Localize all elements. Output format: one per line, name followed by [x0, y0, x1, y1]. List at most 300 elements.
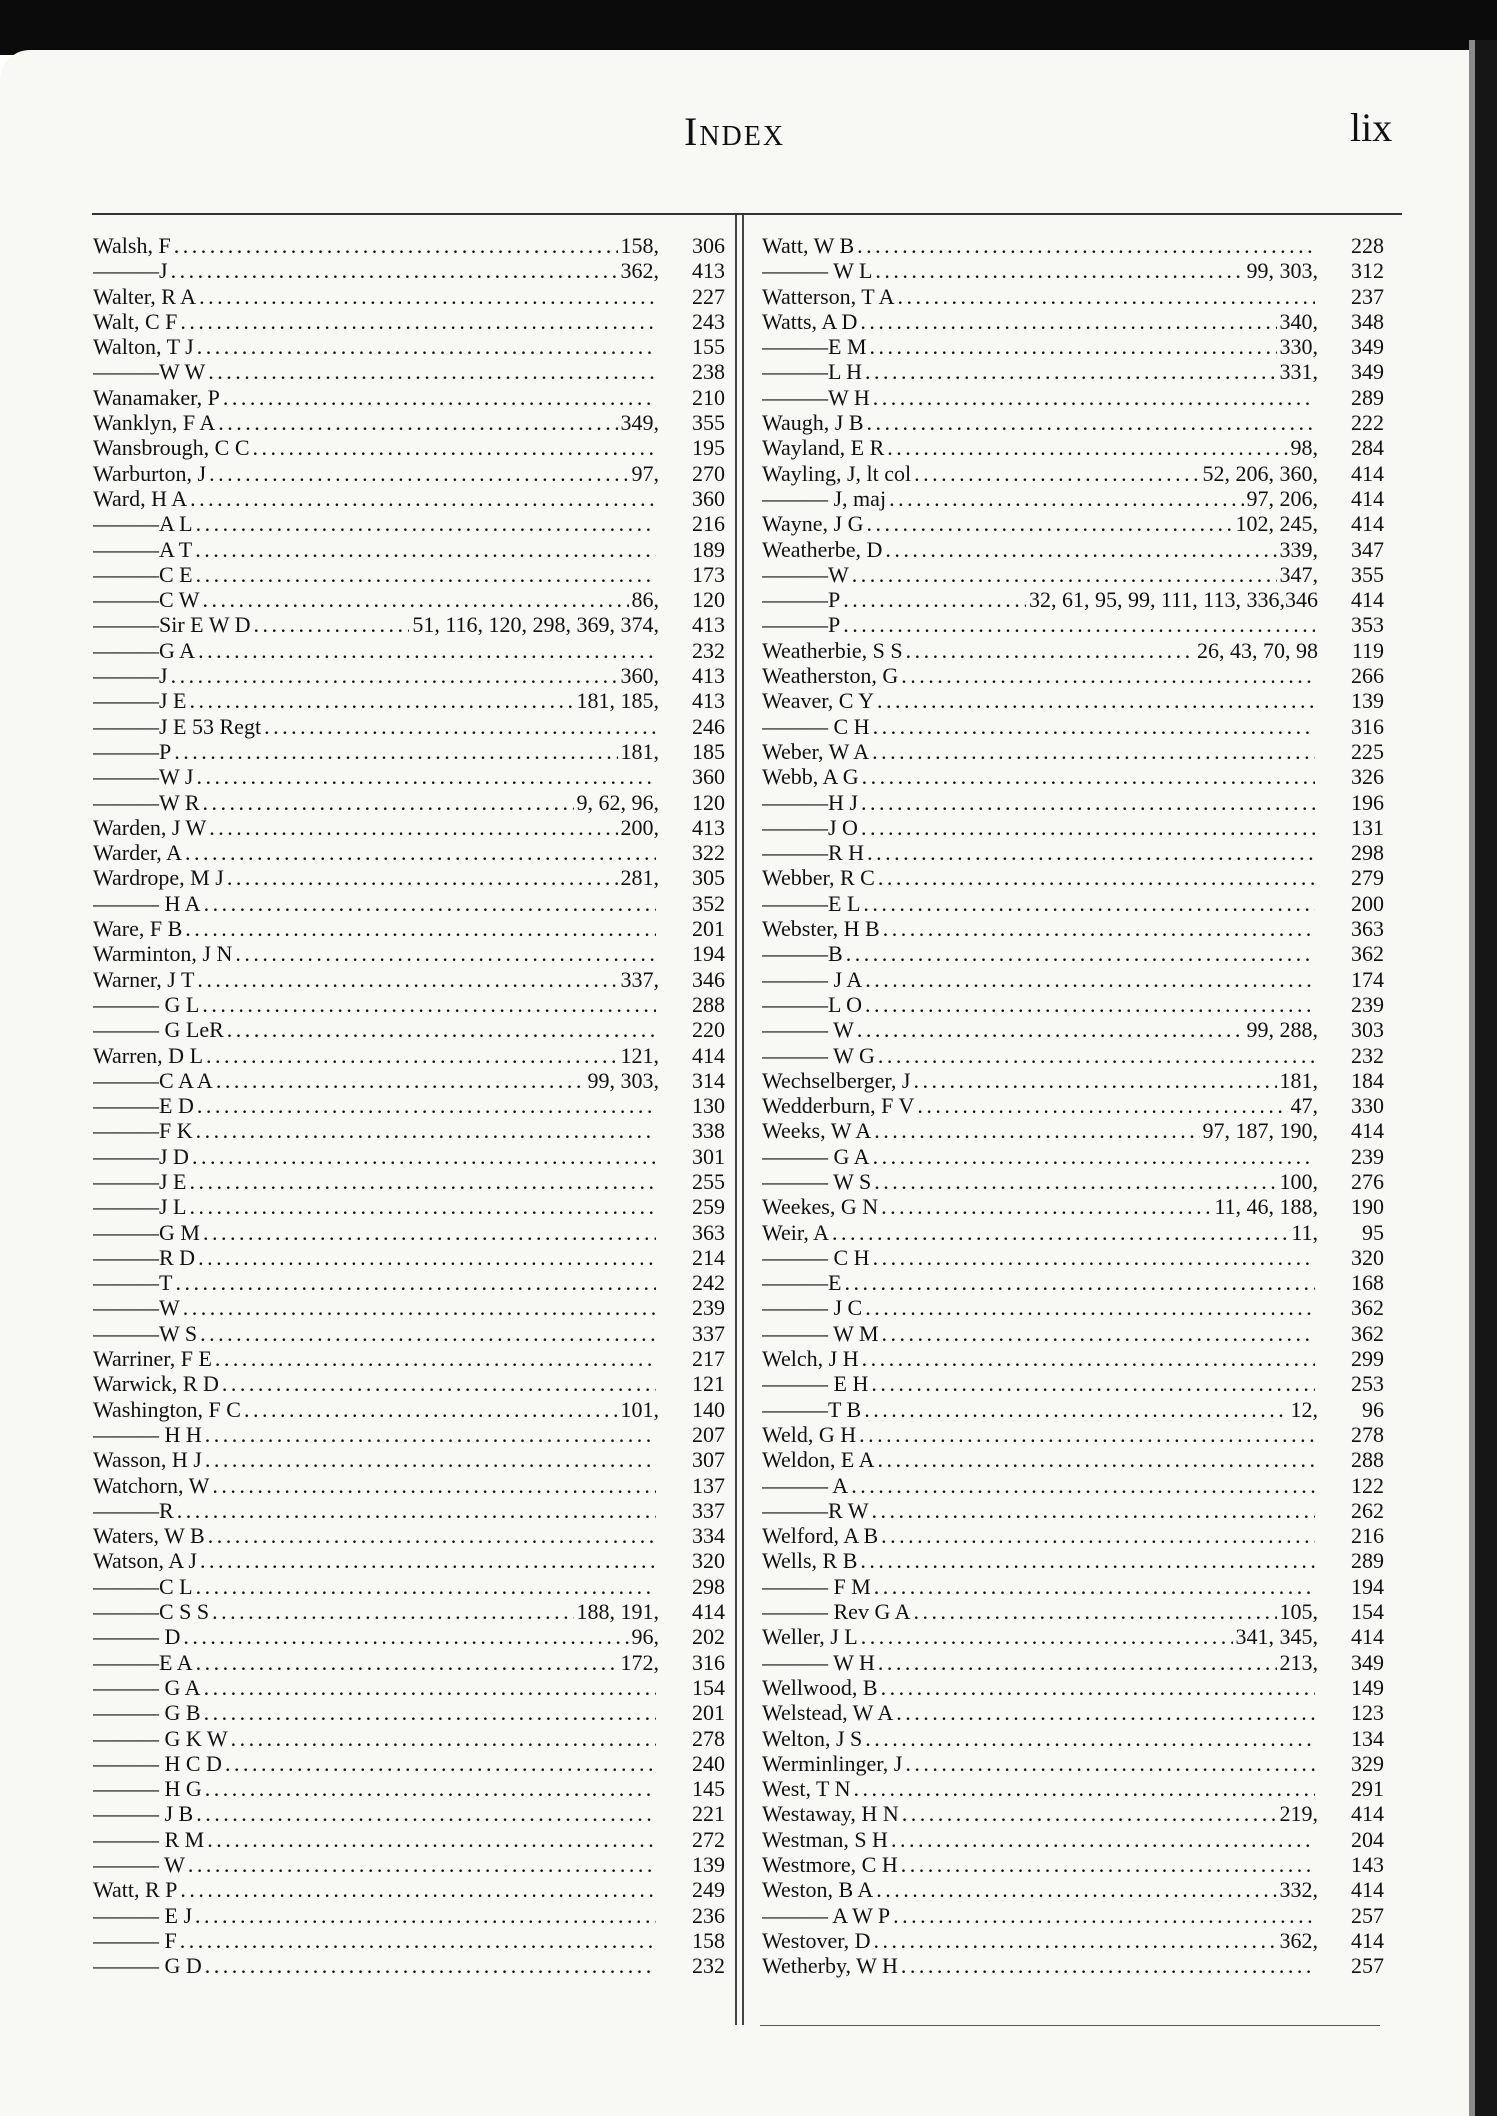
entry-name: ———R D [93, 1244, 196, 1270]
index-entry [762, 410, 1384, 435]
index-entry [762, 587, 1384, 612]
leader-dots [881, 1523, 1315, 1548]
entry-other-pages: 362, [620, 258, 659, 284]
entry-page: 222 [1351, 410, 1384, 436]
leader-dots [203, 1220, 656, 1245]
entry-page: 414 [1351, 1877, 1384, 1903]
leader-dots [174, 233, 618, 258]
index-entry [762, 891, 1384, 916]
index-entry [93, 1220, 725, 1245]
entry-name: ———E M [762, 334, 867, 360]
leader-dots [863, 891, 1315, 916]
leader-dots [208, 1523, 656, 1548]
index-entry [93, 764, 725, 789]
entry-page: 414 [692, 1042, 725, 1068]
entry-page: 355 [692, 410, 725, 436]
leader-dots [861, 815, 1315, 840]
leader-dots [883, 916, 1315, 941]
leader-dots [865, 967, 1315, 992]
leader-dots [857, 233, 1315, 258]
index-entry [762, 790, 1384, 815]
entry-page: 291 [1351, 1776, 1384, 1802]
entry-name: Weekes, G N [762, 1194, 879, 1220]
index-entry [762, 1624, 1384, 1649]
entry-name: Wellwood, B [762, 1674, 878, 1700]
entry-page: 154 [692, 1674, 725, 1700]
index-entry [762, 1852, 1384, 1877]
entry-name: Waugh, J B [762, 410, 864, 436]
entry-name: ——— W [762, 1017, 854, 1043]
index-entry [93, 258, 725, 283]
index-entry [762, 1498, 1384, 1523]
entry-name: Warren, D L [93, 1042, 204, 1068]
entry-name: ———P [762, 587, 841, 613]
entry-name: ———G M [93, 1219, 200, 1245]
entry-page: 337 [692, 1497, 725, 1523]
leader-dots [874, 1118, 1199, 1143]
index-entry [93, 739, 725, 764]
entry-page: 257 [1351, 1902, 1384, 1928]
entry-name: ——— H G [93, 1776, 202, 1802]
entry-name: ——— J A [762, 966, 863, 992]
entry-other-pages: 219, [1279, 1801, 1318, 1827]
entry-name: ———W H [762, 384, 870, 410]
entry-page: 200 [1351, 890, 1384, 916]
leader-dots [865, 359, 1276, 384]
entry-page: 217 [692, 1346, 725, 1372]
entry-page: 131 [1351, 814, 1384, 840]
index-entry [93, 1144, 725, 1169]
entry-name: ———E L [762, 890, 861, 916]
leader-dots [860, 1548, 1315, 1573]
index-entry [762, 1548, 1384, 1573]
entry-name: ——— R M [93, 1826, 205, 1852]
entry-name: ——— W [93, 1852, 185, 1877]
index-entry [93, 1928, 725, 1953]
entry-page: 253 [1351, 1371, 1384, 1397]
entry-page: 158 [692, 1927, 725, 1953]
entry-name: ———J [93, 663, 168, 689]
entry-name: Wedderburn, F V [762, 1093, 915, 1119]
entry-other-pages: 100, [1279, 1168, 1318, 1194]
entry-page: 307 [692, 1447, 725, 1473]
entry-name: ———J L [93, 1194, 187, 1220]
entry-page: 119 [1351, 637, 1384, 663]
entry-name: ———J E [93, 688, 187, 714]
index-entry [762, 309, 1384, 334]
footer-rule [760, 2025, 1380, 2026]
index-entry [762, 1877, 1384, 1902]
entry-page: 338 [692, 1118, 725, 1144]
entry-name: ———J D [93, 1143, 189, 1169]
entry-page: 232 [692, 1953, 725, 1979]
index-entry [762, 840, 1384, 865]
column-divider-right [742, 215, 744, 2025]
entry-page: 337 [692, 1320, 725, 1346]
index-entry [762, 1093, 1384, 1118]
entry-name: Weld, G H [762, 1421, 857, 1447]
entry-name: ———W W [93, 359, 206, 385]
entry-page: 413 [692, 612, 725, 638]
entry-page: 122 [1351, 1472, 1384, 1498]
leader-dots [861, 1624, 1233, 1649]
index-entry [762, 638, 1384, 663]
index-entry [93, 1043, 725, 1068]
leader-dots [882, 1321, 1315, 1346]
index-entry [762, 916, 1384, 941]
entry-other-pages: 281, [620, 865, 659, 891]
entry-page: 320 [692, 1548, 725, 1574]
leader-dots [215, 1346, 656, 1371]
leader-dots [867, 840, 1315, 865]
entry-page: 362 [1351, 1295, 1384, 1321]
entry-page: 349 [1351, 334, 1384, 360]
leader-dots [896, 1700, 1315, 1725]
index-entry [93, 385, 725, 410]
entry-page: 194 [692, 941, 725, 967]
index-entry [93, 1776, 725, 1801]
entry-name: ———R W [762, 1497, 869, 1523]
leader-dots [180, 1928, 656, 1953]
entry-name: Walsh, F [93, 233, 171, 258]
index-entry [762, 511, 1384, 536]
index-entry [93, 1270, 725, 1295]
entry-page: 316 [1351, 713, 1384, 739]
index-entry [762, 1245, 1384, 1270]
entry-page: 355 [1351, 561, 1384, 587]
entry-other-pages: 340, [1279, 308, 1318, 334]
index-entry [762, 1118, 1384, 1143]
leader-dots [216, 1068, 585, 1093]
entry-other-pages: 96, [631, 1624, 659, 1650]
index-entry [93, 359, 725, 384]
entry-name: Watson, A J [93, 1548, 197, 1574]
index-entry [762, 1928, 1384, 1953]
entry-page: 413 [692, 663, 725, 689]
entry-other-pages: 213, [1279, 1649, 1318, 1675]
entry-page: 330 [1351, 1093, 1384, 1119]
index-entry [93, 1422, 725, 1447]
entry-name: ——— G A [762, 1143, 870, 1169]
entry-name: ——— Rev G A [762, 1599, 911, 1625]
leader-dots [861, 790, 1315, 815]
entry-name: ——— G B [93, 1700, 201, 1726]
index-entry [762, 562, 1384, 587]
entry-name: ——— D [93, 1624, 181, 1650]
index-column-right [762, 233, 1384, 1978]
leader-dots [253, 435, 656, 460]
entry-name: ——— H C D [93, 1750, 222, 1776]
index-entry [762, 1169, 1384, 1194]
entry-name: ———E [762, 1270, 842, 1296]
leader-dots [205, 1447, 656, 1472]
leader-dots [876, 1877, 1276, 1902]
index-entry [93, 461, 725, 486]
entry-other-pages: 332, [1279, 1877, 1318, 1903]
leader-dots [870, 334, 1277, 359]
entry-page: 346 [692, 966, 725, 992]
index-entry [93, 1574, 725, 1599]
index-entry [762, 1321, 1384, 1346]
leader-dots [862, 1346, 1315, 1371]
index-entry [762, 284, 1384, 309]
entry-name: Watts, A D [762, 308, 858, 334]
index-column-left [93, 233, 725, 1978]
index-entry [93, 638, 725, 663]
entry-name: ———W [93, 1295, 180, 1321]
index-entry [762, 461, 1384, 486]
leader-dots [196, 1574, 656, 1599]
entry-page: 288 [692, 991, 725, 1017]
leader-dots [843, 612, 1315, 637]
index-entry [762, 815, 1384, 840]
index-entry [93, 1447, 725, 1472]
entry-other-pages: 26, 43, 70, 98 [1197, 637, 1318, 663]
leader-dots [207, 1827, 656, 1852]
entry-page: 225 [1351, 738, 1384, 764]
leader-dots [202, 992, 656, 1017]
entry-other-pages: 330, [1279, 334, 1318, 360]
entry-name: ———L O [762, 991, 863, 1017]
entry-name: ——— J B [93, 1801, 194, 1827]
leader-dots [864, 1397, 1287, 1422]
leader-dots [195, 537, 656, 562]
index-entry [93, 1017, 725, 1042]
index-entry [93, 1852, 725, 1877]
leader-dots [873, 1245, 1315, 1270]
entry-page: 299 [1351, 1346, 1384, 1372]
entry-name: ———B [762, 941, 843, 967]
leader-dots [196, 1118, 656, 1143]
entry-page: 414 [1351, 1927, 1384, 1953]
entry-page: 320 [1351, 1244, 1384, 1270]
index-entry [762, 537, 1384, 562]
entry-page: 363 [692, 1219, 725, 1245]
leader-dots [188, 1852, 656, 1877]
leader-dots [852, 562, 1277, 587]
index-entry [93, 1700, 725, 1725]
entry-page: 201 [692, 916, 725, 942]
leader-dots [185, 840, 656, 865]
leader-dots [190, 486, 656, 511]
leader-dots [913, 1068, 1276, 1093]
entry-name: Watterson, T A [762, 283, 895, 309]
entry-page: 134 [1351, 1725, 1384, 1751]
entry-other-pages: 339, [1279, 536, 1318, 562]
entry-page: 227 [692, 283, 725, 309]
index-entry [93, 967, 725, 992]
entry-name: ——— H A [93, 890, 201, 916]
entry-page: 349 [1351, 359, 1384, 385]
index-entry [93, 1118, 725, 1143]
entry-name: ———J E [93, 1168, 187, 1194]
leader-dots [171, 663, 618, 688]
leader-dots [171, 258, 618, 283]
entry-other-pages: 362, [1279, 1927, 1318, 1953]
entry-page: 140 [692, 1396, 725, 1422]
entry-page: 362 [1351, 941, 1384, 967]
index-entry [93, 1473, 725, 1498]
leader-dots [208, 359, 656, 384]
entry-name: ———H J [762, 789, 858, 815]
index-entry [762, 967, 1384, 992]
leader-dots [204, 891, 656, 916]
entry-name: Weber, W A [762, 738, 870, 764]
entry-name: Weeks, W A [762, 1118, 872, 1144]
index-entry [762, 764, 1384, 789]
entry-page: 216 [692, 511, 725, 537]
index-entry [762, 1397, 1384, 1422]
entry-page: 360 [692, 485, 725, 511]
entry-other-pages: 101, [620, 1396, 659, 1422]
leader-dots [205, 1422, 656, 1447]
entry-name: Welton, J S [762, 1725, 863, 1751]
leader-dots [209, 815, 617, 840]
column-divider-left [735, 215, 737, 2025]
index-entry [762, 1371, 1384, 1396]
index-entry [762, 1194, 1384, 1219]
entry-name: ——— E J [93, 1902, 192, 1928]
leader-dots [873, 1144, 1315, 1169]
leader-dots [196, 562, 656, 587]
leader-dots [873, 714, 1315, 739]
entry-page: 270 [692, 460, 725, 486]
index-entry [762, 359, 1384, 384]
index-entry [93, 891, 725, 916]
entry-page: 360 [692, 764, 725, 790]
entry-name: ——— W M [762, 1320, 879, 1346]
entry-page: 278 [692, 1725, 725, 1751]
entry-other-pages: 97, 206, [1246, 485, 1318, 511]
entry-page: 334 [692, 1523, 725, 1549]
entry-page: 272 [692, 1826, 725, 1852]
index-entry [762, 992, 1384, 1017]
entry-page: 139 [692, 1852, 725, 1877]
entry-name: ———C S S [93, 1599, 210, 1625]
index-entry [762, 486, 1384, 511]
leader-dots [196, 1801, 656, 1826]
index-entry [93, 1624, 725, 1649]
entry-name: Warden, J W [93, 814, 207, 840]
index-entry [762, 1574, 1384, 1599]
entry-page: 414 [1351, 1118, 1384, 1144]
index-entry [93, 1371, 725, 1396]
entry-other-pages: 99, 288, [1246, 1017, 1318, 1043]
entry-page: 236 [692, 1902, 725, 1928]
entry-page: 121 [692, 1371, 725, 1397]
leader-dots [859, 1422, 1315, 1447]
leader-dots [244, 1397, 618, 1422]
index-entry [93, 1523, 725, 1548]
entry-name: Warminton, J N [93, 941, 233, 967]
entry-page: 301 [692, 1143, 725, 1169]
entry-name: ———W R [93, 789, 200, 815]
leader-dots [180, 1877, 656, 1902]
entry-other-pages: 172, [620, 1649, 659, 1675]
entry-name: ———C L [93, 1573, 193, 1599]
entry-name: ———L H [762, 359, 863, 385]
index-entry [762, 1903, 1384, 1928]
entry-name: Weatherbie, S S [762, 637, 903, 663]
entry-page: 185 [692, 738, 725, 764]
entry-name: ———A L [93, 511, 193, 537]
index-entry [93, 410, 725, 435]
leader-dots [203, 790, 574, 815]
leader-dots [874, 1928, 1277, 1953]
entry-name: ———J O [762, 814, 858, 840]
entry-page: 288 [1351, 1447, 1384, 1473]
index-entry [93, 1498, 725, 1523]
index-entry [762, 1017, 1384, 1042]
leader-dots [860, 309, 1276, 334]
index-entry [762, 714, 1384, 739]
index-entry [762, 688, 1384, 713]
leader-dots [227, 1017, 656, 1042]
entry-other-pages: 32, 61, 95, 99, 111, 113, 336,346 [1028, 587, 1318, 613]
leader-dots [199, 284, 656, 309]
leader-dots [231, 1726, 656, 1751]
leader-dots [878, 1447, 1316, 1472]
index-entry [93, 1751, 725, 1776]
leader-dots [192, 1144, 656, 1169]
entry-page: 221 [692, 1801, 725, 1827]
entry-name: Weaver, C Y [762, 688, 874, 714]
entry-name: Weatherston, G [762, 663, 899, 689]
leader-dots [853, 1776, 1315, 1801]
leader-dots [218, 410, 617, 435]
entry-other-pages: 99, 303, [587, 1067, 659, 1093]
entry-name: Warriner, F E [93, 1346, 212, 1372]
entry-name: ——— A [762, 1472, 849, 1498]
leader-dots [878, 1650, 1277, 1675]
leader-dots [874, 1169, 1276, 1194]
entry-name: ———E A [93, 1649, 193, 1675]
index-entry [93, 284, 725, 309]
entry-name: Webster, H B [762, 916, 880, 942]
index-entry [762, 663, 1384, 688]
entry-name: Walton, T J [93, 334, 194, 360]
entry-name: ———E D [93, 1093, 194, 1119]
index-entry [93, 1599, 725, 1624]
index-entry [93, 562, 725, 587]
leader-dots [175, 1270, 656, 1295]
entry-name: ———P [762, 612, 841, 638]
entry-page: 216 [1351, 1523, 1384, 1549]
entry-other-pages: 11, [1291, 1219, 1318, 1245]
entry-name: ———J [93, 258, 168, 284]
entry-page: 414 [1351, 511, 1384, 537]
leader-dots [227, 865, 618, 890]
entry-name: Watchorn, W [93, 1472, 210, 1498]
leader-dots [901, 663, 1315, 688]
leader-dots [206, 1043, 617, 1068]
entry-page: 232 [692, 637, 725, 663]
leader-dots [183, 1624, 628, 1649]
entry-page: 414 [1351, 1801, 1384, 1827]
entry-name: Wardrope, M J [93, 865, 224, 891]
leader-dots [212, 1473, 656, 1498]
index-entry [762, 1700, 1384, 1725]
leader-dots [204, 1675, 656, 1700]
leader-dots [874, 1574, 1315, 1599]
entry-name: ———W S [93, 1320, 198, 1346]
entry-other-pages: 158, [620, 233, 659, 258]
leader-dots [843, 587, 1026, 612]
entry-name: Watt, W B [762, 233, 855, 258]
leader-dots [212, 1599, 573, 1624]
entry-name: Wanklyn, F A [93, 410, 216, 436]
entry-name: Welch, J H [762, 1346, 859, 1372]
